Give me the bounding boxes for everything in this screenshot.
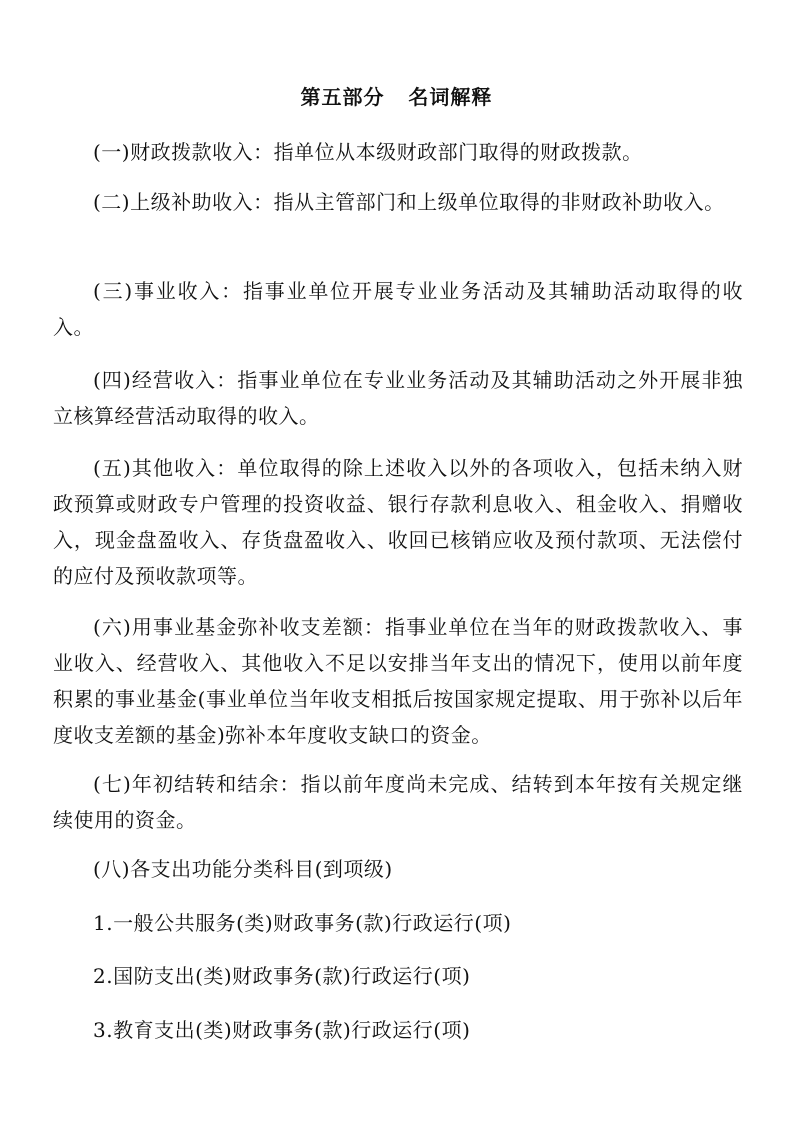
function-item-1: 1.一般公共服务(类)财政事务(款)行政运行(项) xyxy=(93,911,512,935)
definition-paragraph-7: (七)年初结转和结余：指以前年度尚未完成、结转到本年按有关规定继续使用的资金。 xyxy=(53,772,743,832)
definition-paragraph-4: (四)经营收入：指事业单位在专业业务活动及其辅助活动之外开展非独立核算经营活动取得的收入。 xyxy=(53,368,743,428)
definition-paragraph-3: (三)事业收入：指事业单位开展专业业务活动及其辅助活动取得的收入。 xyxy=(53,279,743,339)
definition-paragraph-5: (五)其他收入：单位取得的除上述收入以外的各项收入，包括未纳入财政预算或财政专户管理的投资收益、银行存款利息收入、租金收入、捐赠收入，现金盘盈收入、存货盘盈收入、收回已核销应收及预付款项、无法偿付的应付及预收款项等。 xyxy=(53,456,743,588)
definition-paragraph-6: (六)用事业基金弥补收支差额：指事业单位在当年的财政拨款收入、事业收入、经营收入、其他收入不足以安排当年支出的情况下，使用以前年度积累的事业基金(事业单位当年收支相抵后按国家规定提取、用于弥补以后年度收支差额的基金)弥补本年度收支缺口的资金。 xyxy=(53,615,743,747)
function-item-3: 3.教育支出(类)财政事务(款)行政运行(项) xyxy=(93,1018,471,1042)
definition-paragraph-2: (二)上级补助收入：指从主管部门和上级单位取得的非财政补助收入。 xyxy=(93,190,725,214)
definition-paragraph-8: (八)各支出功能分类科目(到项级) xyxy=(93,857,393,881)
function-item-2: 2.国防支出(类)财政事务(款)行政运行(项) xyxy=(93,964,471,988)
section-title: 第五部分 名词解释 xyxy=(300,85,493,109)
definition-paragraph-1: (一)财政拨款收入：指单位从本级财政部门取得的财政拨款。 xyxy=(93,140,643,164)
